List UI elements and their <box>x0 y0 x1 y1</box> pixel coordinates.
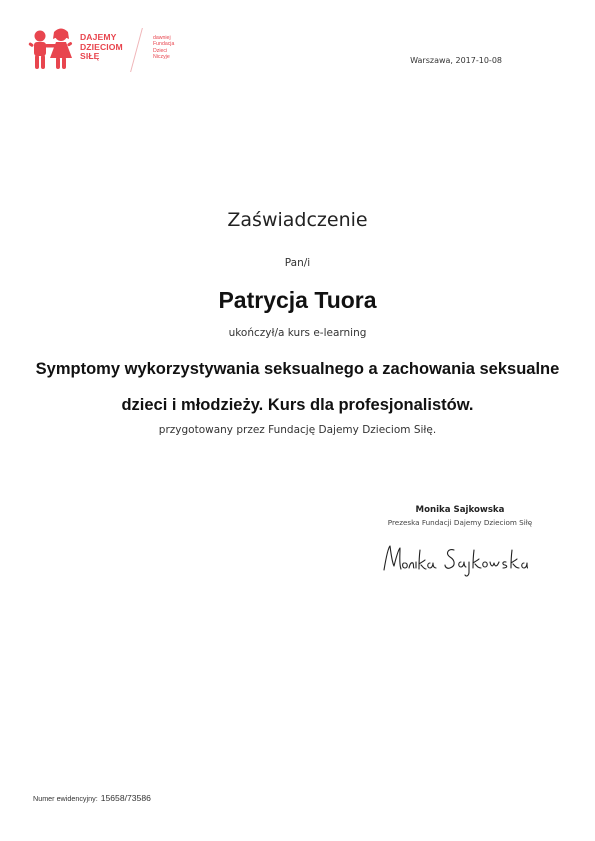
signer-name: Monika Sajkowska <box>415 505 505 515</box>
record-number-value: 15658/73586 <box>100 793 151 803</box>
issue-date: Warszawa, 2017-10-08 <box>410 56 502 65</box>
logo-line: DAJEMY <box>80 32 117 42</box>
logo-line: DZIECIOM <box>80 41 123 52</box>
handwritten-signature <box>378 536 528 582</box>
salutation: Pan/i <box>284 257 311 269</box>
logo-formerly-line: Niczyje <box>153 53 170 60</box>
logo-formerly-line: Fundacja <box>153 41 175 48</box>
logo-formerly-line: Dzieci <box>153 47 168 54</box>
signer-role: Prezeska Fundacji Dajemy Dzieciom Siłę <box>387 518 533 527</box>
record-number <box>33 793 151 803</box>
logo-wordmark <box>80 33 123 62</box>
logo-line: SIŁĘ <box>80 51 100 61</box>
prepared-by-text: przygotowany przez Fundację Dajemy Dzieciom Siłę. <box>158 424 437 436</box>
logo-formerly <box>153 35 174 60</box>
logo-formerly-line: dawniej <box>153 35 171 41</box>
course-title-line-1: Symptomy wykorzystywania seksualnego a zachowania seksualne <box>35 360 560 378</box>
record-number-label: Numer ewidencyjny: <box>33 794 98 803</box>
completion-text: ukończył/a kurs e-learning <box>228 327 367 339</box>
certificate-title: Zaświadczenie <box>227 209 368 231</box>
recipient-name: Patrycja Tuora <box>218 287 377 313</box>
course-title-line-2: dzieci i młodzieży. Kurs dla profesjonalistów. <box>121 396 474 414</box>
